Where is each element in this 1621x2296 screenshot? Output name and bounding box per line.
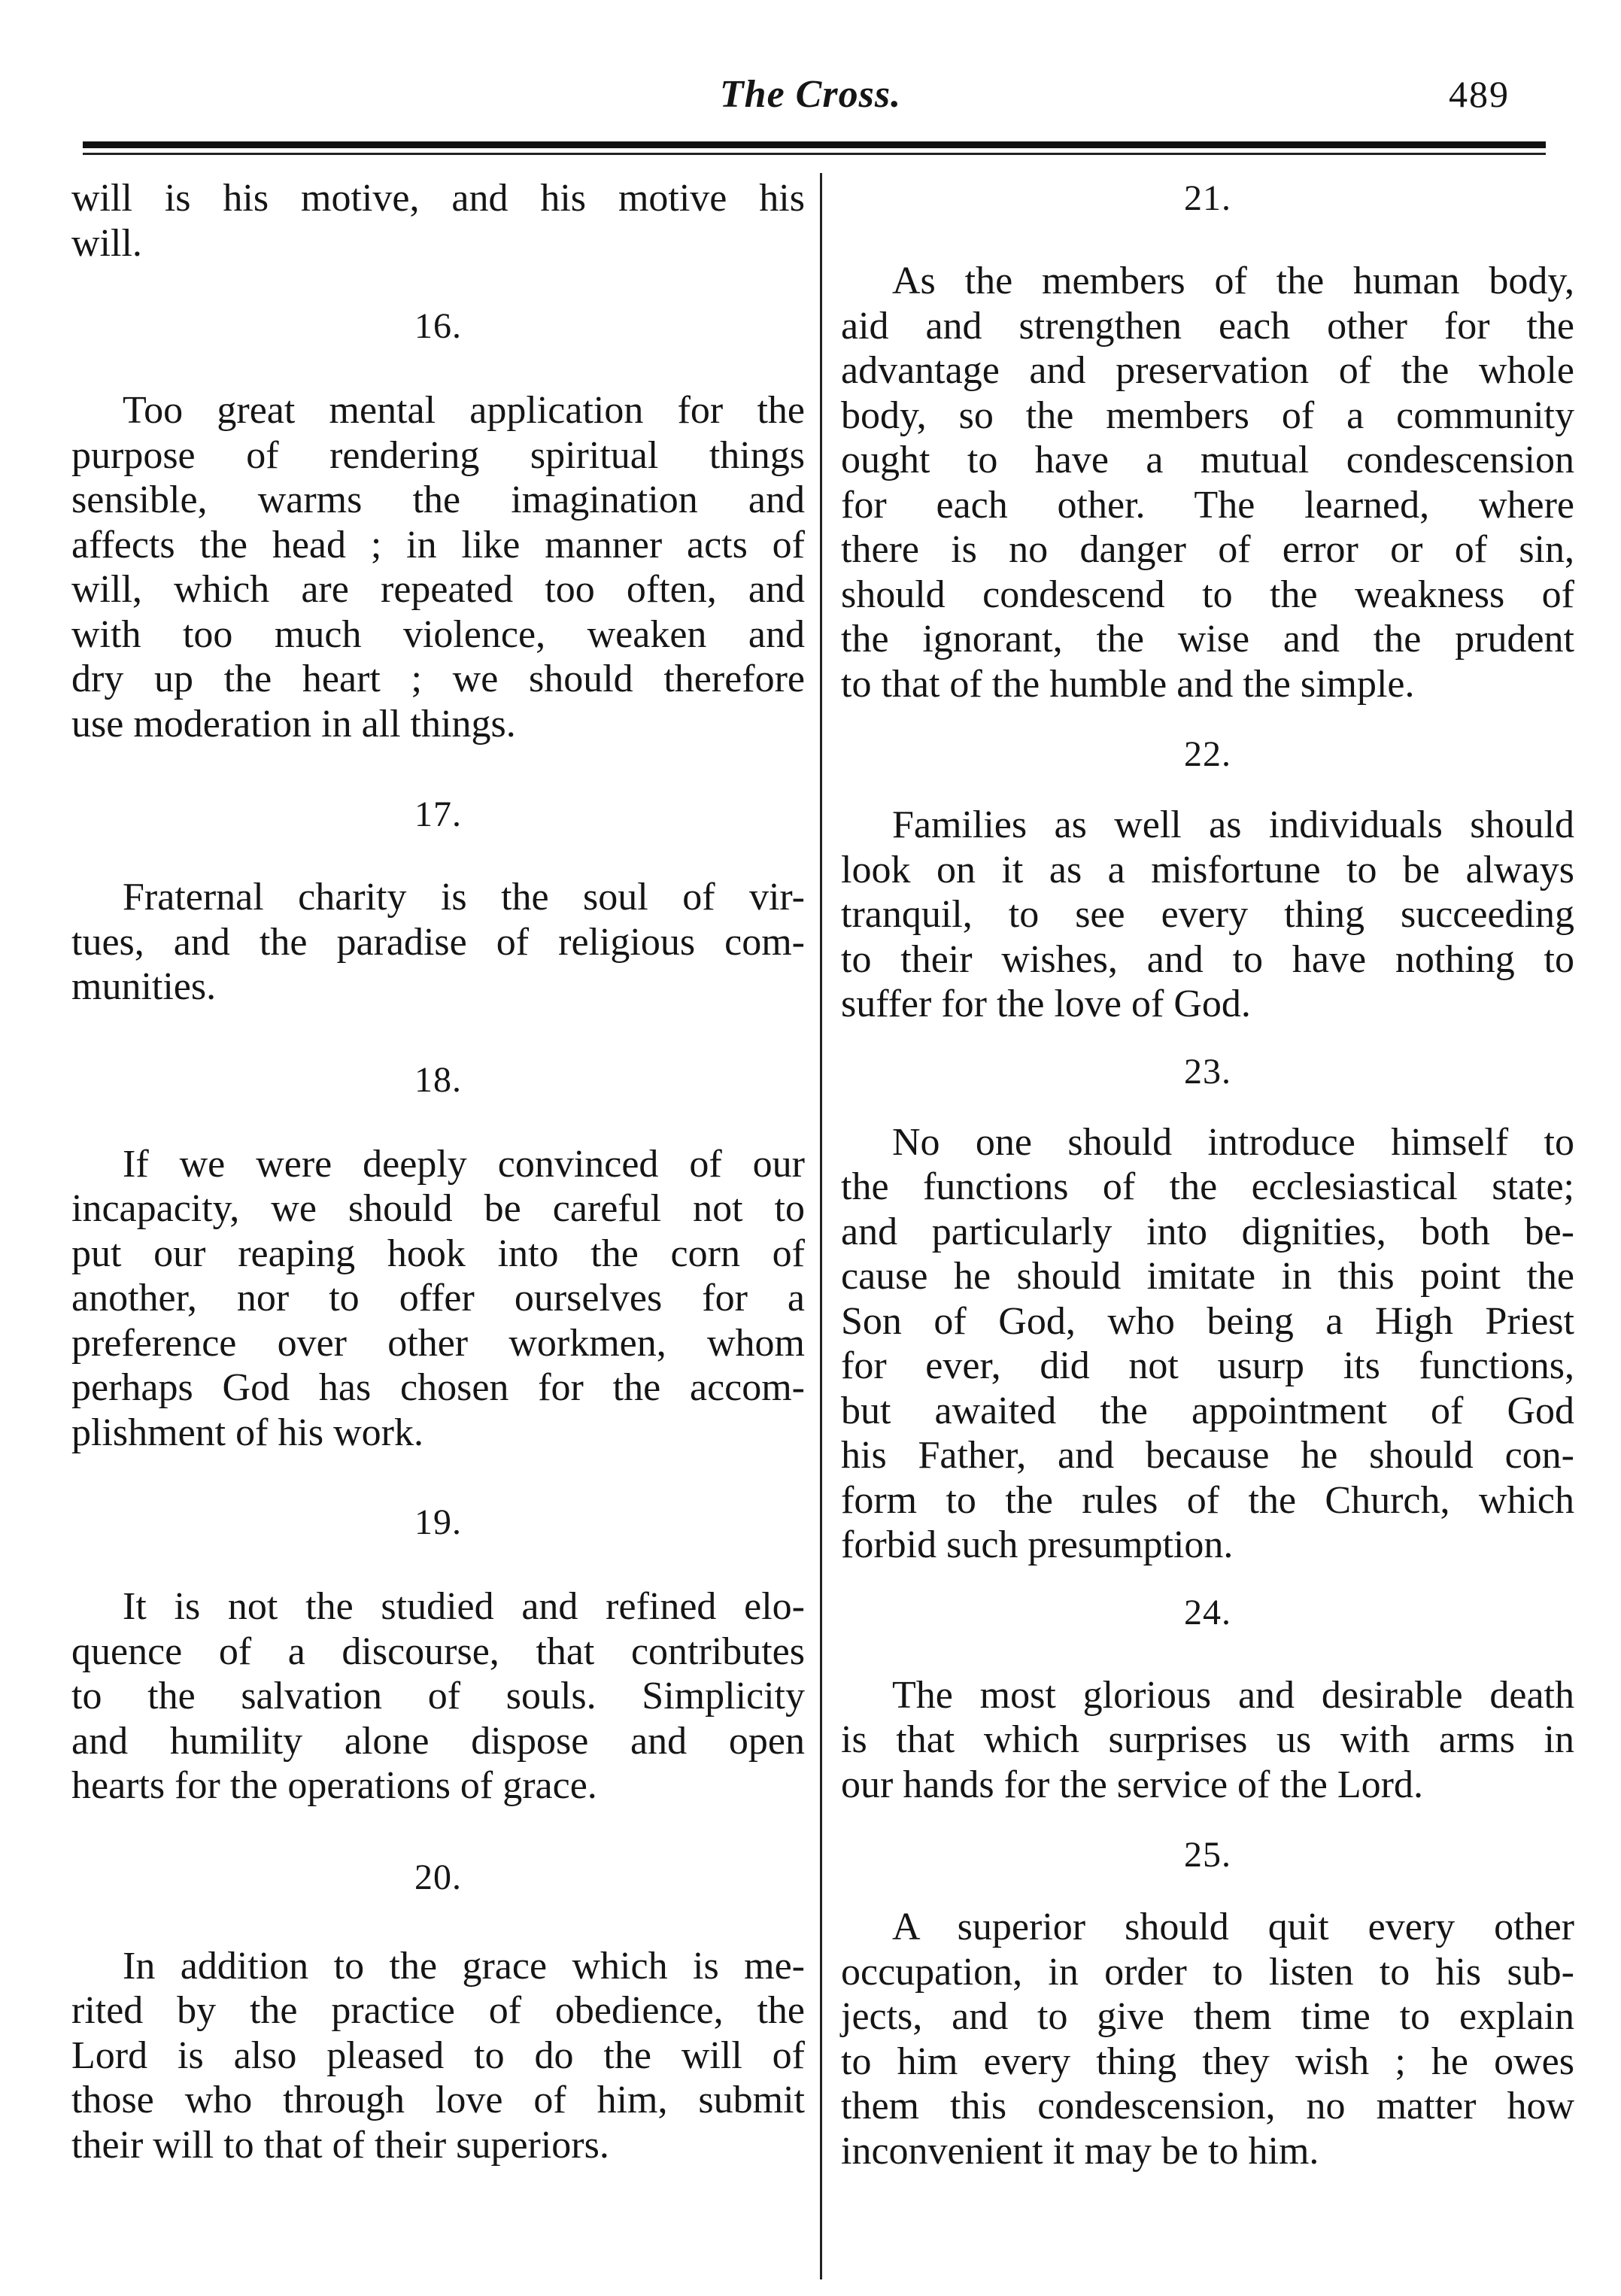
text-line: use moderation in all things. (71, 702, 516, 746)
text-line: sensible, warms the imagination and (71, 478, 805, 521)
text-line: and particularly into dignities, both be- (841, 1210, 1574, 1253)
text-line: forbid such presumption. (841, 1523, 1234, 1566)
maxim-number: 20. (414, 1857, 462, 1897)
text-line: suffer for the love of God. (841, 982, 1251, 1025)
text-line: to the salvation of souls. Simplicity (71, 1675, 805, 1717)
maxim-paragraph (71, 1584, 805, 1809)
column-divider (820, 173, 822, 2279)
text-line: but awaited the appointment of God (841, 1389, 1574, 1432)
text-line: is that which surprises us with arms in (841, 1718, 1574, 1761)
text-line: incapacity, we should be careful not to (71, 1187, 805, 1230)
text-line: will. (71, 221, 142, 265)
header-rule-thick (83, 141, 1546, 148)
text-line: their will to that of their superiors. (71, 2123, 609, 2167)
maxim-number: 25. (1184, 1835, 1231, 1875)
text-line: occupation, in order to listen to his sub- (841, 1950, 1574, 1994)
text-line: Lord is also pleased to do the will of (71, 2033, 805, 2077)
text-line: for ever, did not usurp its functions, (841, 1344, 1574, 1387)
text-line: with too much violence, weaken and (71, 612, 805, 656)
maxim-paragraph (71, 1944, 805, 2168)
text-line: the functions of the ecclesiastical state; (841, 1165, 1574, 1208)
maxim-paragraph (841, 803, 1574, 1027)
text-line: In addition to the grace which is me- (123, 1944, 805, 1988)
text-line: aid and strengthen each other for the (841, 304, 1574, 348)
text-line: will, which are repeated too often, and (71, 568, 805, 611)
text-line: ought to have a mutual condescension (841, 439, 1574, 481)
maxim-number: 21. (1184, 178, 1231, 218)
maxim-paragraph (841, 1673, 1574, 1808)
text-line: will is his motive, and his motive his (71, 177, 805, 220)
text-line: form to the rules of the Church, which (841, 1478, 1574, 1522)
text-line: cause he should imitate in this point the (841, 1255, 1574, 1298)
text-line: the ignorant, the wise and the prudent (841, 618, 1574, 661)
text-line: put our reaping hook into the corn of (71, 1232, 805, 1275)
text-line: The most glorious and desirable death (892, 1673, 1574, 1717)
text-line: It is not the studied and refined elo- (123, 1585, 805, 1628)
text-line: body, so the members of a community (841, 393, 1574, 437)
text-line: look on it as a misfortune to be always (841, 848, 1574, 891)
text-line: to that of the humble and the simple. (841, 662, 1415, 706)
text-line: there is no danger of error or of sin, (841, 528, 1574, 571)
text-line: As the members of the human body, (892, 260, 1574, 302)
text-line: our hands for the service of the Lord. (841, 1763, 1423, 1806)
continuation-paragraph (71, 176, 805, 266)
running-head (0, 72, 1621, 125)
maxim-paragraph (71, 388, 805, 746)
text-line: should condescend to the weakness of (841, 572, 1574, 616)
header-rule-thin (83, 153, 1546, 155)
text-line: If we were deeply convinced of our (123, 1142, 805, 1186)
text-line: hearts for the operations of grace. (71, 1764, 597, 1807)
text-line: tues, and the paradise of religious com- (71, 920, 805, 964)
text-line: A superior should quit every other (892, 1906, 1574, 1948)
maxim-number: 16. (414, 306, 462, 346)
text-line: Son of God, who being a High Priest (841, 1299, 1574, 1343)
text-line: advantage and preservation of the whole (841, 349, 1574, 392)
text-line: his Father, and because he should con- (841, 1434, 1574, 1477)
text-line: those who through love of him, submit (71, 2079, 805, 2121)
maxim-number: 22. (1184, 734, 1231, 774)
text-line: inconvenient it may be to him. (841, 2129, 1319, 2173)
text-line: tranquil, to see every thing succeeding (841, 893, 1574, 936)
maxim-paragraph (71, 875, 805, 1010)
maxim-paragraph (71, 1142, 805, 1456)
text-line: and humility alone dispose and open (71, 1719, 805, 1763)
left-column (71, 176, 805, 2167)
text-line: munities. (71, 965, 217, 1008)
right-column (841, 176, 1574, 2173)
text-line: rited by the practice of obedience, the (71, 1989, 805, 2032)
text-line: No one should introduce himself to (892, 1120, 1574, 1164)
text-line: Too great mental application for the (123, 389, 805, 432)
maxim-number: 24. (1184, 1592, 1231, 1632)
text-line: another, nor to offer ourselves for a (71, 1277, 805, 1320)
text-line: quence of a discourse, that contributes (71, 1629, 805, 1673)
text-line: Families as well as individuals should (892, 803, 1574, 846)
text-line: perhaps God has chosen for the accom- (71, 1366, 805, 1409)
maxim-number: 19. (414, 1502, 462, 1542)
maxim-paragraph (841, 1905, 1574, 2173)
maxim-number: 17. (414, 794, 462, 834)
text-line: plishment of his work. (71, 1411, 423, 1454)
text-line: Fraternal charity is the soul of vir- (123, 876, 805, 919)
text-line: for each other. The learned, where (841, 483, 1574, 527)
page-number: 489 (1449, 73, 1510, 115)
maxim-number: 23. (1184, 1051, 1231, 1092)
text-line: affects the head ; in like manner acts of (71, 523, 805, 566)
maxim-paragraph (841, 1120, 1574, 1568)
maxim-paragraph (841, 259, 1574, 706)
text-line: dry up the heart ; we should therefore (71, 658, 805, 700)
text-line: jects, and to give them time to explain (841, 1995, 1574, 2038)
text-line: them this condescension, no matter how (841, 2085, 1574, 2127)
text-line: preference over other workmen, whom (71, 1321, 805, 1365)
text-line: to their wishes, and to have nothing to (841, 937, 1574, 981)
running-title: The Cross. (719, 73, 902, 116)
text-line: to him every thing they wish ; he owes (841, 2039, 1574, 2083)
maxim-number: 18. (414, 1059, 462, 1100)
text-line: purpose of rendering spiritual things (71, 433, 805, 477)
